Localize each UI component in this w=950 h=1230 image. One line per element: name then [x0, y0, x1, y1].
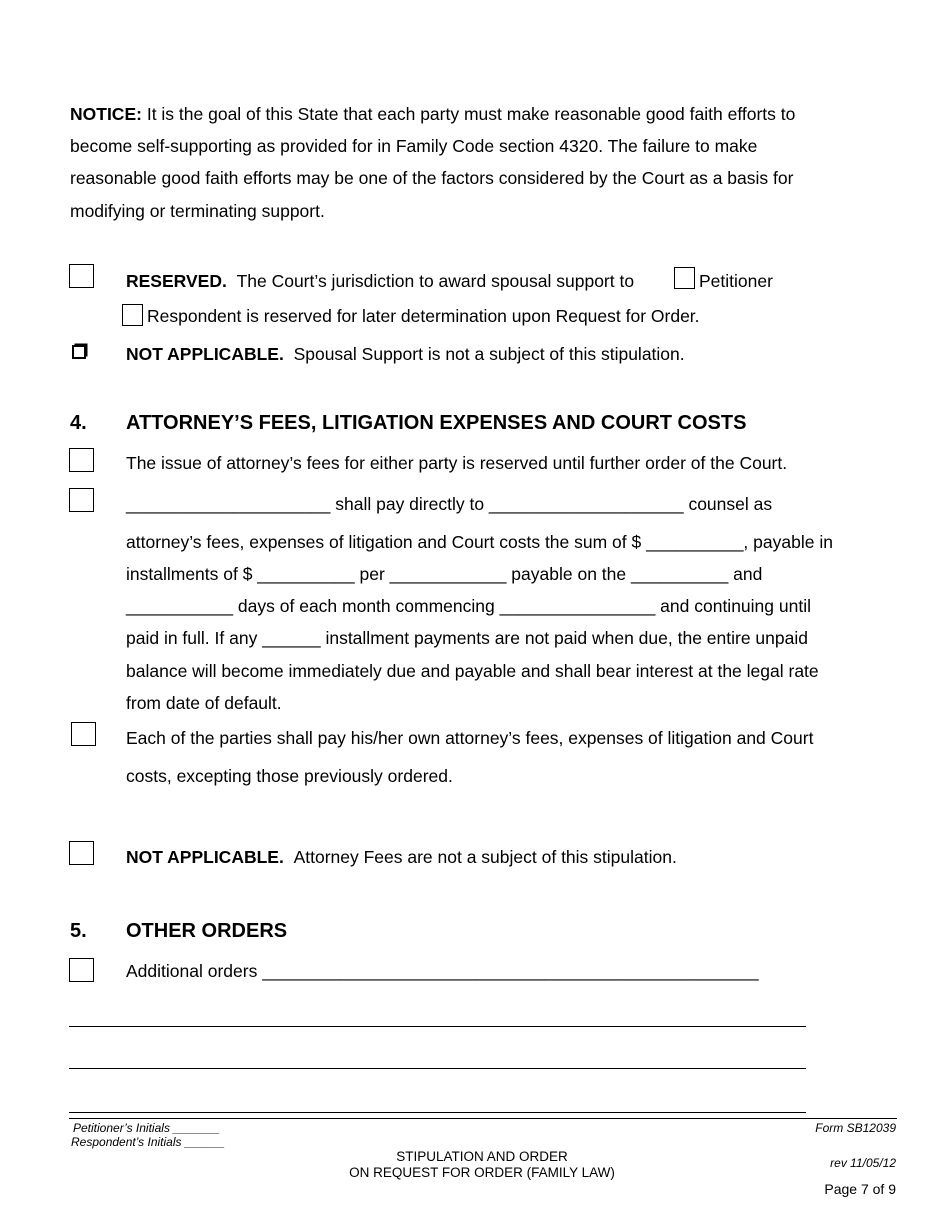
fees-pay-line-1: _____________________ shall pay directly to ____________________ counsel as	[126, 494, 773, 514]
reserved-line-1: RESERVED. The Court’s jurisdiction to award spousal support to	[126, 271, 635, 291]
fees-pay-line-6: balance will become immediately due and payable and shall bear interest at the legal rate	[126, 661, 819, 681]
page-number: Page 7 of 9	[824, 1181, 896, 1197]
petitioner-checkbox[interactable]	[674, 267, 695, 289]
respondent-initials: Respondent’s Initials ______	[71, 1135, 225, 1149]
spousal-na-line: NOT APPLICABLE. Spousal Support is not a subject of this stipulation.	[126, 344, 685, 364]
fees-pay-line-4: ___________ days of each month commencing ________________ and continuing until	[126, 596, 811, 616]
additional-orders-line: Additional orders ___________________________________________________	[126, 961, 759, 981]
footer-title-1: STIPULATION AND ORDER	[396, 1149, 568, 1164]
reserved-checkbox[interactable]	[69, 264, 94, 288]
spousal-na-label: NOT APPLICABLE.	[126, 344, 284, 364]
fees-reserved-checkbox[interactable]	[69, 448, 94, 472]
reserved-label: RESERVED.	[126, 271, 227, 291]
section-5-title: OTHER ORDERS	[126, 920, 288, 942]
notice-line-3: reasonable good faith efforts may be one of the factors considered by the Court as a basis for	[70, 168, 794, 188]
additional-orders-blank-3[interactable]	[69, 1112, 806, 1113]
fees-reserved-text: The issue of attorney’s fees for either party is reserved until further order of the Court.	[126, 453, 788, 473]
fees-pay-line-2: attorney’s fees, expenses of litigation and Court costs the sum of $ __________, payable in	[126, 532, 833, 552]
form-number: Form SB12039	[815, 1121, 896, 1135]
section-5-number: 5.	[70, 920, 87, 942]
notice-line-4: modifying or terminating support.	[70, 201, 325, 221]
respondent-checkbox[interactable]	[122, 304, 143, 326]
fees-pay-line-3: installments of $ __________ per ____________ payable on the __________ and	[126, 564, 763, 584]
notice-label: NOTICE:	[70, 104, 142, 124]
section-4-number: 4.	[70, 412, 87, 434]
footer-divider	[69, 1118, 897, 1119]
notice-line-1: NOTICE: It is the goal of this State that each party must make reasonable good faith efforts to	[70, 104, 796, 124]
fees-own-line-2: costs, excepting those previously ordered.	[126, 766, 453, 786]
fees-pay-line-5: paid in full. If any ______ installment payments are not paid when due, the entire unpaid	[126, 628, 808, 648]
fees-pay-line-7: from date of default.	[126, 693, 282, 713]
notice-line-2: become self-supporting as provided for in Family Code section 4320. The failure to make	[70, 136, 758, 156]
revision-date: rev 11/05/12	[830, 1156, 896, 1170]
fees-own-checkbox[interactable]	[71, 722, 96, 746]
additional-orders-blank-1[interactable]	[69, 1026, 806, 1027]
fees-pay-checkbox[interactable]	[69, 488, 94, 512]
reserved-line-2: Respondent is reserved for later determination upon Request for Order.	[147, 306, 700, 326]
section-4-title: ATTORNEY’S FEES, LITIGATION EXPENSES AND COURT COSTS	[126, 412, 747, 434]
footer-title-2: ON REQUEST FOR ORDER (FAMILY LAW)	[349, 1165, 615, 1180]
spousal-na-checkbox[interactable]	[72, 345, 86, 359]
additional-orders-checkbox[interactable]	[69, 958, 94, 982]
fees-na-line: NOT APPLICABLE. Attorney Fees are not a subject of this stipulation.	[126, 847, 677, 867]
petitioner-initials: Petitioner’s Initials _______	[73, 1121, 220, 1135]
fees-na-checkbox[interactable]	[69, 841, 94, 865]
fees-own-line-1: Each of the parties shall pay his/her own attorney’s fees, expenses of litigation and Court	[126, 728, 814, 748]
additional-orders-blank-2[interactable]	[69, 1068, 806, 1069]
fees-na-label: NOT APPLICABLE.	[126, 847, 284, 867]
petitioner-label: Petitioner	[699, 271, 773, 291]
